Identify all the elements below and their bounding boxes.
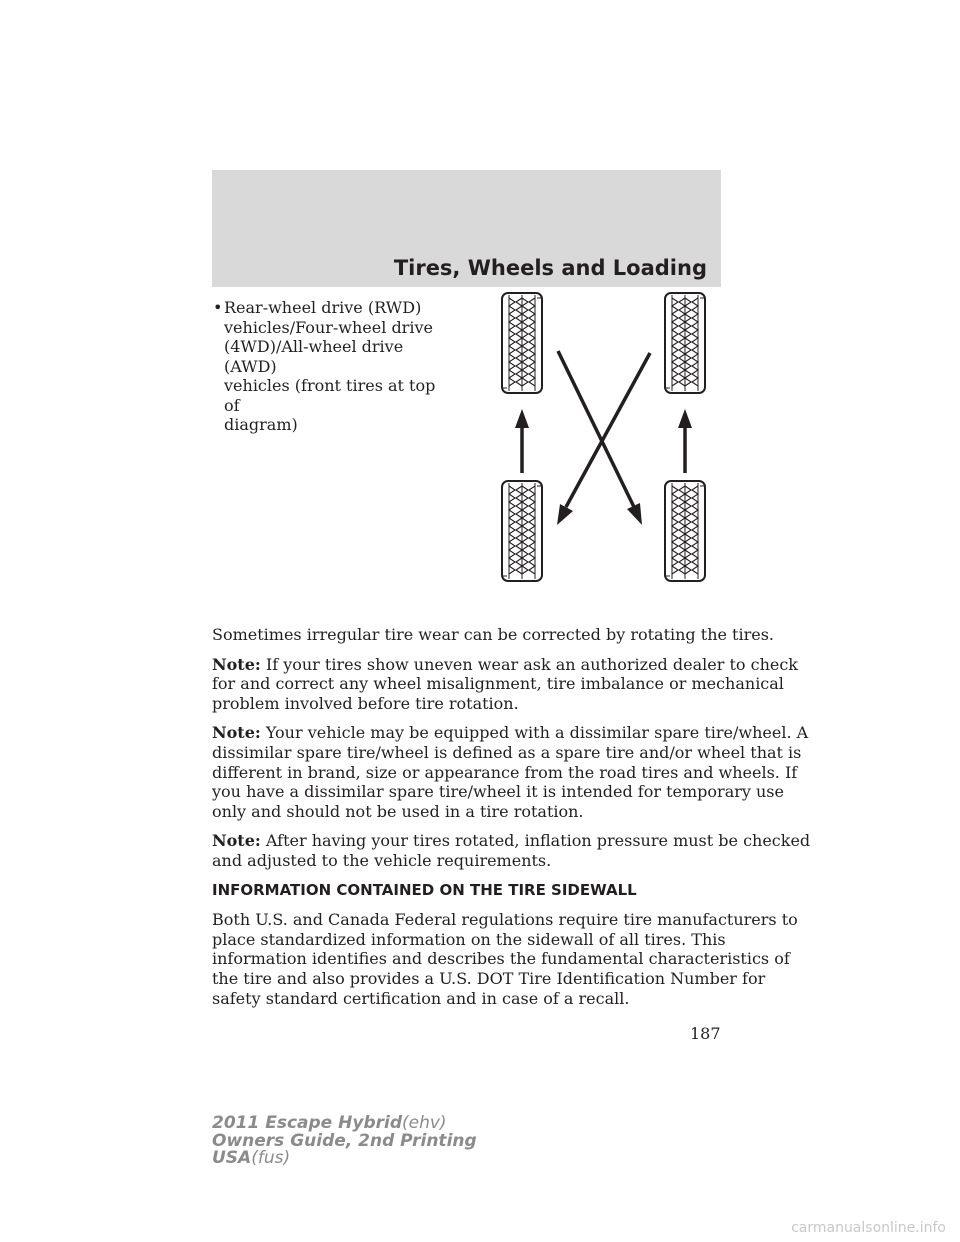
watermark: carmanualsonline.info: [791, 1220, 946, 1236]
note-label: Note:: [212, 831, 261, 851]
bullet-line: vehicles/Four-wheel drive: [224, 317, 433, 337]
note-line: only and should not be used in a tire rotation.: [212, 801, 584, 821]
note-label: Note:: [212, 723, 261, 743]
arrow-head: [678, 409, 692, 428]
paragraph-line: safety standard certification and in case of a recall.: [212, 988, 630, 1008]
note-line: for and correct any wheel misalignment, tire imbalance or mechanical: [212, 674, 784, 694]
front-left-tire: [502, 293, 542, 393]
footer-line: Owners Guide, 2nd Printing: [212, 1130, 477, 1151]
bullet-marker: •: [213, 298, 223, 317]
rear-right-tire: [665, 481, 705, 581]
tire-rotation-diagram-icon: [480, 285, 730, 595]
note-line: problem involved before tire rotation.: [212, 693, 519, 713]
note-label: Note:: [212, 654, 261, 674]
note-line: and adjusted to the vehicle requirements.: [212, 850, 552, 870]
note-line: different in brand, size or appearance from the road tires and wheels. If: [212, 762, 798, 782]
bullet-line: vehicles (front tires at top of: [224, 376, 436, 415]
bullet-line: diagram): [224, 415, 298, 434]
note-line: After having your tires rotated, inflation pressure must be checked: [265, 831, 811, 851]
arrow-head: [515, 409, 529, 428]
body-text: [212, 625, 811, 1018]
footer-line: USA(fus): [212, 1148, 291, 1168]
page-number: 187: [690, 1024, 721, 1043]
section-header-band: [212, 170, 721, 287]
rear-left-tire: [502, 481, 542, 581]
note-line: Your vehicle may be equipped with a dissimilar spare tire/wheel. A: [265, 723, 809, 743]
front-right-to-rear-left-arrow: [566, 353, 650, 507]
note-paragraph: [212, 723, 809, 821]
front-right-tire: [665, 293, 705, 393]
note-paragraph: [212, 831, 811, 870]
note-line: dissimilar spare tire/wheel is defined as a spare tire and/or wheel that is: [212, 742, 802, 762]
bullet-item: [213, 298, 454, 435]
note-paragraph: [212, 654, 798, 714]
paragraph-line: Both U.S. and Canada Federal regulations require tire manufacturers to: [212, 910, 798, 930]
note-line: If your tires show uneven wear ask an authorized dealer to check: [265, 654, 798, 674]
paragraph: Sometimes irregular tire wear can be corrected by rotating the tires.: [212, 625, 775, 644]
section-heading: INFORMATION CONTAINED ON THE TIRE SIDEWALL: [212, 880, 637, 899]
paragraph-line: information identifies and describes the fundamental characteristics of: [212, 949, 790, 969]
front-left-to-rear-right-arrow: [558, 351, 634, 507]
bullet-line: (4WD)/All-wheel drive (AWD): [224, 337, 404, 376]
arrow-head: [557, 504, 573, 525]
footer-imprint: [212, 1115, 477, 1168]
paragraph-line: place standardized information on the sidewall of all tires. This: [212, 929, 726, 949]
paragraph-line: the tire and also provides a U.S. DOT Tire Identification Number for: [212, 968, 766, 988]
paragraph: [212, 910, 798, 1008]
bullet-line: Rear-wheel drive (RWD): [224, 298, 422, 317]
section-title: Tires, Wheels and Loading: [393, 256, 707, 280]
note-line: you have a dissimilar spare tire/wheel it is intended for temporary use: [212, 782, 784, 802]
arrow-head: [627, 503, 642, 525]
footer-line: 2011 Escape Hybrid(ehv): [212, 1113, 447, 1133]
